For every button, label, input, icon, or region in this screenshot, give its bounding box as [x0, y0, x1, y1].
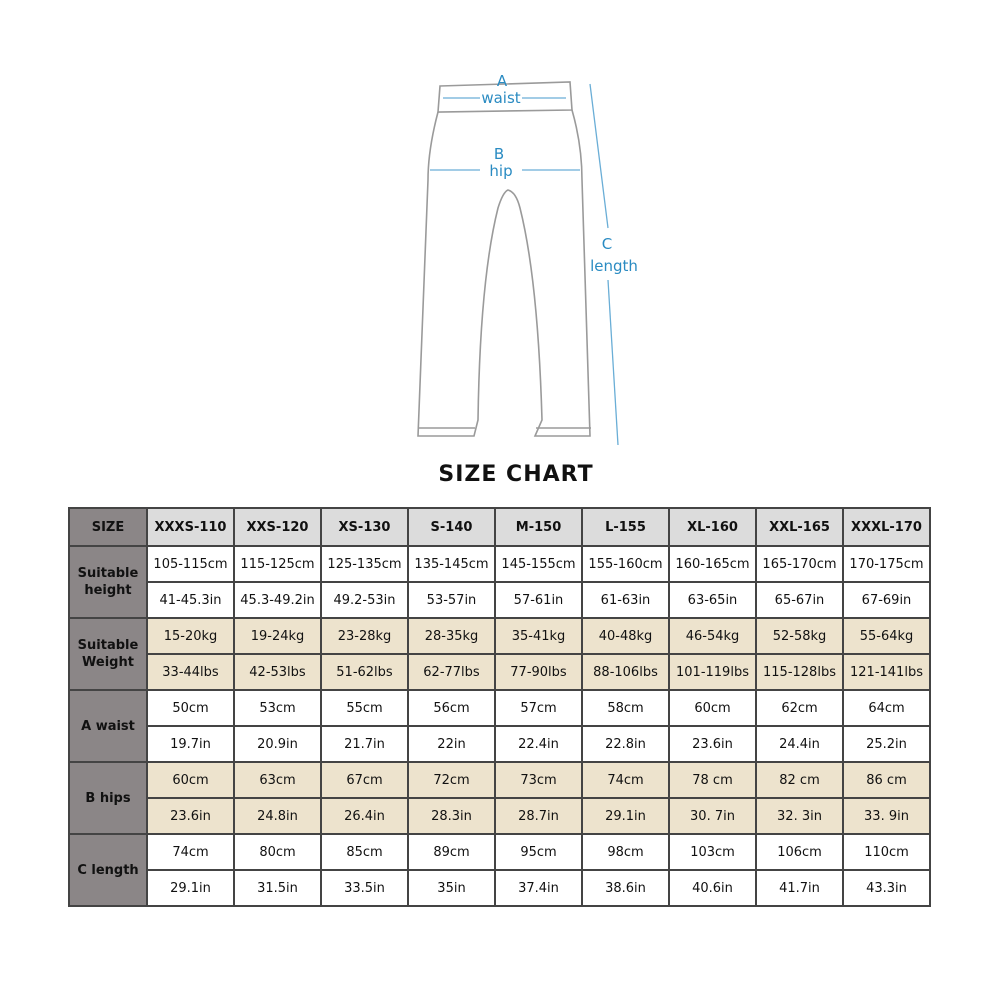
table-cell: 60cm: [669, 690, 756, 726]
table-cell: 86 cm: [843, 762, 930, 798]
table-cell: 58cm: [582, 690, 669, 726]
table-cell: 74cm: [582, 762, 669, 798]
size-column-header: M-150: [495, 508, 582, 546]
header-row: [69, 508, 930, 546]
table-cell: 170-175cm: [843, 546, 930, 582]
table-cell: 35-41kg: [495, 618, 582, 654]
table-cell: 67cm: [321, 762, 408, 798]
table-cell: 105-115cm: [147, 546, 234, 582]
hip-letter: B: [493, 145, 505, 163]
table-cell: 95cm: [495, 834, 582, 870]
pants-outline: [418, 82, 591, 436]
table-cell: 51-62lbs: [321, 654, 408, 690]
table-cell: 40.6in: [669, 870, 756, 906]
table-cell: 125-135cm: [321, 546, 408, 582]
table-cell: 77-90lbs: [495, 654, 582, 690]
table-row: [69, 726, 930, 762]
table-cell: 24.8in: [234, 798, 321, 834]
table-cell: 33. 9in: [843, 798, 930, 834]
table-cell: 88-106lbs: [582, 654, 669, 690]
table-cell: 67-69in: [843, 582, 930, 618]
table-cell: 28.3in: [408, 798, 495, 834]
size-column-header: XXS-120: [234, 508, 321, 546]
table-cell: 19-24kg: [234, 618, 321, 654]
row-group-label: B hips: [69, 762, 147, 834]
table-row: [69, 762, 930, 798]
table-row: [69, 546, 930, 582]
pants-diagram: [0, 0, 1000, 470]
table-cell: 38.6in: [582, 870, 669, 906]
table-cell: 46-54kg: [669, 618, 756, 654]
table-row: [69, 798, 930, 834]
table-cell: 49.2-53in: [321, 582, 408, 618]
table-cell: 24.4in: [756, 726, 843, 762]
table-cell: 65-67in: [756, 582, 843, 618]
table-cell: 57cm: [495, 690, 582, 726]
table-cell: 22.4in: [495, 726, 582, 762]
size-table: [68, 507, 931, 907]
table-cell: 110cm: [843, 834, 930, 870]
table-cell: 165-170cm: [756, 546, 843, 582]
size-column-header: L-155: [582, 508, 669, 546]
table-cell: 62cm: [756, 690, 843, 726]
table-cell: 63-65in: [669, 582, 756, 618]
table-cell: 15-20kg: [147, 618, 234, 654]
table-cell: 53cm: [234, 690, 321, 726]
table-cell: 52-58kg: [756, 618, 843, 654]
chart-title: SIZE CHART: [438, 462, 594, 487]
table-cell: 28.7in: [495, 798, 582, 834]
table-cell: 23.6in: [669, 726, 756, 762]
table-cell: 145-155cm: [495, 546, 582, 582]
length-letter: C: [601, 235, 613, 253]
table-cell: 40-48kg: [582, 618, 669, 654]
table-cell: 20.9in: [234, 726, 321, 762]
table-cell: 155-160cm: [582, 546, 669, 582]
table-cell: 43.3in: [843, 870, 930, 906]
table-cell: 41-45.3in: [147, 582, 234, 618]
row-group-label: C length: [69, 834, 147, 906]
table-cell: 101-119lbs: [669, 654, 756, 690]
table-cell: 19.7in: [147, 726, 234, 762]
table-cell: 45.3-49.2in: [234, 582, 321, 618]
table-cell: 25.2in: [843, 726, 930, 762]
table-cell: 72cm: [408, 762, 495, 798]
table-cell: 160-165cm: [669, 546, 756, 582]
table-cell: 89cm: [408, 834, 495, 870]
table-cell: 115-125cm: [234, 546, 321, 582]
table-cell: 30. 7in: [669, 798, 756, 834]
table-cell: 41.7in: [756, 870, 843, 906]
table-cell: 57-61in: [495, 582, 582, 618]
size-column-header: XS-130: [321, 508, 408, 546]
table-row: [69, 690, 930, 726]
table-cell: 31.5in: [234, 870, 321, 906]
waist-label: waist: [481, 89, 521, 107]
table-cell: 103cm: [669, 834, 756, 870]
table-cell: 42-53lbs: [234, 654, 321, 690]
table-cell: 50cm: [147, 690, 234, 726]
row-group-label: A waist: [69, 690, 147, 762]
table-cell: 22in: [408, 726, 495, 762]
table-cell: 56cm: [408, 690, 495, 726]
table-cell: 33-44lbs: [147, 654, 234, 690]
table-cell: 73cm: [495, 762, 582, 798]
table-cell: 82 cm: [756, 762, 843, 798]
table-cell: 135-145cm: [408, 546, 495, 582]
table-row: [69, 582, 930, 618]
size-column-header: XL-160: [669, 508, 756, 546]
table-cell: 29.1in: [147, 870, 234, 906]
table-cell: 80cm: [234, 834, 321, 870]
table-cell: 29.1in: [582, 798, 669, 834]
size-column-header: XXXL-170: [843, 508, 930, 546]
table-cell: 85cm: [321, 834, 408, 870]
table-cell: 33.5in: [321, 870, 408, 906]
table-cell: 53-57in: [408, 582, 495, 618]
table-cell: 35in: [408, 870, 495, 906]
table-cell: 21.7in: [321, 726, 408, 762]
table-cell: 22.8in: [582, 726, 669, 762]
table-cell: 62-77lbs: [408, 654, 495, 690]
waist-letter: A: [496, 72, 508, 90]
row-group-label: Suitable Weight: [69, 618, 147, 690]
table-cell: 121-141lbs: [843, 654, 930, 690]
length-label: length: [590, 257, 638, 275]
table-row: [69, 618, 930, 654]
table-cell: 63cm: [234, 762, 321, 798]
hip-label: hip: [489, 162, 513, 180]
size-column-header: XXXS-110: [147, 508, 234, 546]
table-row: [69, 834, 930, 870]
table-cell: 26.4in: [321, 798, 408, 834]
table-cell: 55cm: [321, 690, 408, 726]
table-cell: 55-64kg: [843, 618, 930, 654]
size-column-header: XXL-165: [756, 508, 843, 546]
size-header: SIZE: [69, 508, 147, 546]
table-cell: 23-28kg: [321, 618, 408, 654]
table-row: [69, 870, 930, 906]
table-cell: 23.6in: [147, 798, 234, 834]
table-cell: 106cm: [756, 834, 843, 870]
row-group-label: Suitable height: [69, 546, 147, 618]
table-cell: 115-128lbs: [756, 654, 843, 690]
table-cell: 64cm: [843, 690, 930, 726]
table-cell: 32. 3in: [756, 798, 843, 834]
table-cell: 61-63in: [582, 582, 669, 618]
table-cell: 74cm: [147, 834, 234, 870]
table-cell: 78 cm: [669, 762, 756, 798]
table-cell: 98cm: [582, 834, 669, 870]
size-column-header: S-140: [408, 508, 495, 546]
table-row: [69, 654, 930, 690]
table-cell: 28-35kg: [408, 618, 495, 654]
table-cell: 37.4in: [495, 870, 582, 906]
table-cell: 60cm: [147, 762, 234, 798]
